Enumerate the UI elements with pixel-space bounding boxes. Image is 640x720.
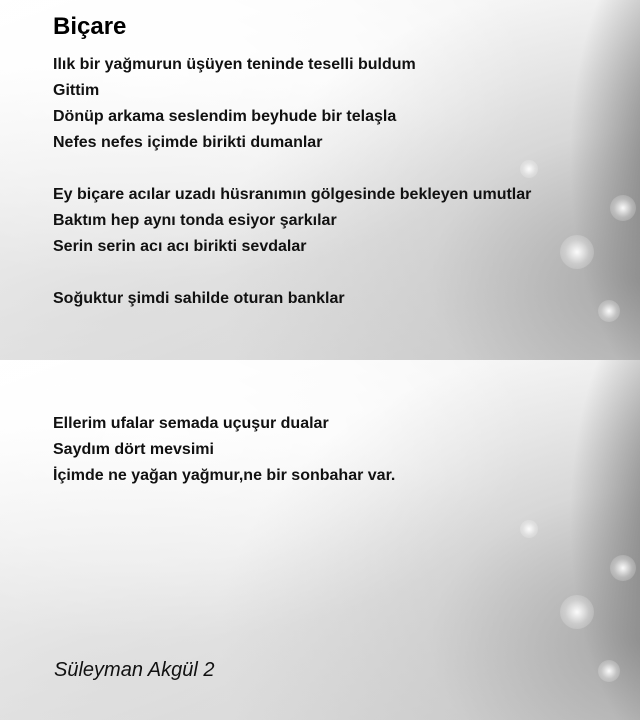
poem-line: Baktım hep aynı tonda esiyor şarkılar: [53, 212, 337, 229]
bokeh-light: [598, 300, 620, 322]
stanza-4: [53, 411, 395, 489]
poem-line: Serin serin acı acı birikti sevdalar: [53, 238, 307, 255]
bokeh-light: [610, 195, 636, 221]
poem-line: Nefes nefes içimde birikti dumanlar: [53, 134, 323, 151]
poem-line: Dönüp arkama seslendim beyhude bir telaşla: [53, 108, 397, 125]
poem-line: Ey biçare acılar uzadı hüsranımın gölgesinde bekleyen umutlar: [53, 186, 532, 203]
poem-line: Ellerim ufalar semada uçuşur dualar: [53, 415, 329, 432]
bokeh-light: [520, 160, 538, 178]
poem-line: Gittim: [53, 82, 100, 99]
poem-card-page-2: [0, 360, 640, 720]
bokeh-light: [560, 595, 594, 629]
poem-title: Biçare: [53, 13, 127, 40]
bokeh-light: [610, 555, 636, 581]
bokeh-light: [520, 520, 538, 538]
stanza-1: [53, 52, 416, 156]
bokeh-light: [560, 235, 594, 269]
poem-line: Soğuktur şimdi sahilde oturan banklar: [53, 290, 345, 307]
stanza-2: [53, 182, 531, 260]
bokeh-light: [598, 660, 620, 682]
stanza-3: [53, 286, 345, 312]
poem-line: Saydım dört mevsimi: [53, 441, 214, 458]
poem-line: Ilık bir yağmurun üşüyen teninde teselli buldum: [53, 56, 416, 73]
poem-line: İçimde ne yağan yağmur,ne bir sonbahar var.: [53, 467, 396, 484]
poem-author: Süleyman Akgül 2: [54, 659, 215, 681]
